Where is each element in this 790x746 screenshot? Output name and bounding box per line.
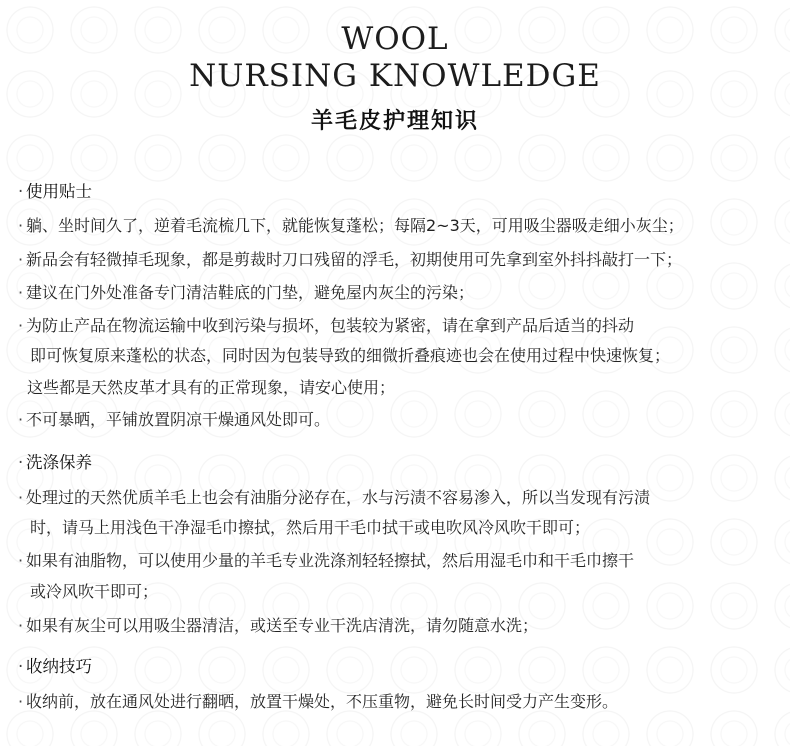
- list-item: · 建议在门外处准备专门清洁鞋底的门垫，避免屋内灰尘的污染；: [18, 283, 475, 302]
- section-heading-tips: · 使用贴士: [18, 182, 92, 201]
- title-en-line1: WOOL: [341, 21, 449, 57]
- list-item: · 不可暴晒，平铺放置阴凉干燥通风处即可。: [18, 410, 331, 429]
- title-en-line2: NURSING KNOWLEDGE: [189, 58, 601, 94]
- section-heading-storage: · 收纳技巧: [18, 657, 92, 676]
- title-cn: 羊毛皮护理知识: [310, 109, 479, 134]
- list-item: · 收纳前，放在通风处进行翻晒，放置干燥处，不压重物，避免长时间受力产生变形。: [18, 692, 619, 711]
- list-item: · 新品会有轻微掉毛现象，都是剪裁时刀口残留的浮毛，初期使用可先拿到室外抖抖敲打一下；: [18, 250, 683, 269]
- list-item-continuation: 时，请马上用浅色干净湿毛巾擦拭，然后用干毛巾拭干或电吹风冷风吹干即可；: [30, 518, 591, 537]
- list-item: · 躺、坐时间久了，逆着毛流梳几下，就能恢复蓬松；每隔2~3天，可用吸尘器吸走细小灰尘；: [18, 216, 684, 235]
- list-item: · 处理过的天然优质羊毛上也会有油脂分泌存在，水与污渍不容易渗入，所以当发现有污渍: [18, 488, 651, 507]
- list-item: · 如果有灰尘可以用吸尘器清洁，或送至专业干洗店清洗，请勿随意水洗；: [18, 616, 539, 635]
- list-item-continuation: 这些都是天然皮革才具有的正常现象，请安心使用；: [27, 378, 396, 397]
- section-heading-washing: · 洗涤保养: [18, 453, 92, 472]
- list-item: · 如果有油脂物，可以使用少量的羊毛专业洗涤剂轻轻擦拭，然后用湿毛巾和干毛巾擦干: [18, 551, 635, 570]
- list-item-continuation: 即可恢复原来蓬松的状态，同时因为包装导致的细微折叠痕迹也会在使用过程中快速恢复；: [30, 346, 671, 365]
- list-item-continuation: 或冷风吹干即可；: [30, 582, 159, 601]
- list-item: · 为防止产品在物流运输中收到污染与损坏，包装较为紧密，请在拿到产品后适当的抖动: [18, 316, 635, 335]
